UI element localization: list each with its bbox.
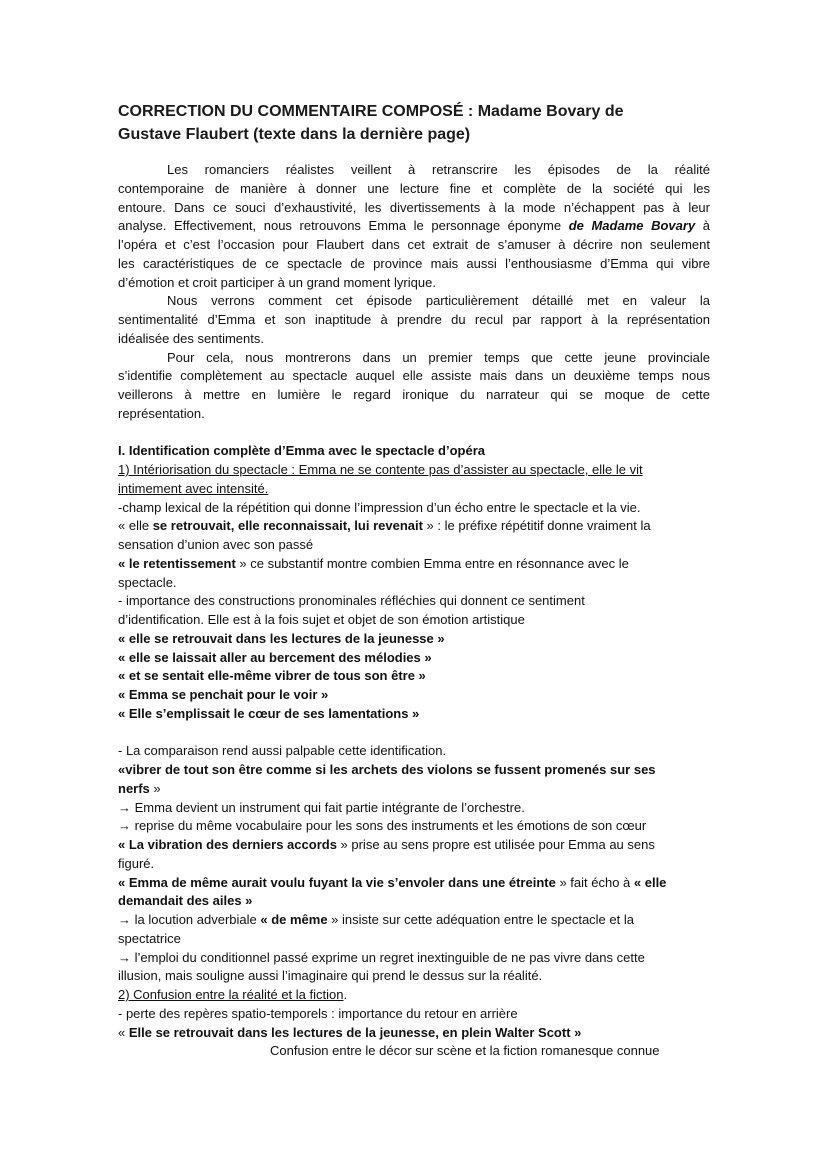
text-line bbox=[118, 349, 710, 368]
text-segment: analyse. Effectivement, nous retrouvons Emma le personnage éponyme bbox=[118, 218, 569, 234]
bold-text: de Madame Bovary bbox=[568, 218, 696, 234]
text-segment: » fait écho à bbox=[555, 874, 634, 890]
bold-text: nerfs bbox=[118, 780, 150, 796]
text-segment: » insiste sur cette adéquation entre le spectacle et la bbox=[327, 912, 634, 927]
text-line bbox=[118, 499, 710, 518]
text-line bbox=[118, 367, 710, 386]
text-line bbox=[118, 836, 710, 855]
blank-line bbox=[118, 724, 710, 743]
text-line bbox=[118, 386, 710, 405]
text-segment: -champ lexical de la répétition qui donne l’impression d’un écho entre le spectacle et la vie. bbox=[118, 499, 641, 515]
text-line bbox=[118, 461, 710, 480]
text-segment: les caractéristiques de ce spectacle de province mais aussi l’enthousiasme d’Emma qui vibre bbox=[118, 255, 710, 271]
text-line bbox=[118, 817, 710, 836]
bold-text: « Emma de même aurait voulu fuyant la vie s’envoler dans une étreinte bbox=[118, 874, 556, 890]
title-line: CORRECTION DU COMMENTAIRE COMPOSÉ : Madame Bovary de bbox=[118, 103, 624, 120]
text-segment: spectacle. bbox=[118, 574, 177, 590]
text-line bbox=[118, 405, 710, 424]
text-segment: « elle bbox=[118, 518, 153, 534]
text-line bbox=[118, 1024, 710, 1043]
text-line bbox=[118, 274, 710, 293]
text-segment: - La comparaison rend aussi palpable cette identification. bbox=[118, 743, 447, 759]
bold-text: I. Identification complète d’Emma avec le spectacle d’opéra bbox=[118, 443, 486, 459]
text-line bbox=[118, 292, 710, 311]
text-line bbox=[118, 236, 710, 255]
text-line bbox=[118, 742, 710, 761]
text-line bbox=[118, 874, 710, 893]
text-segment: sensation d’union avec son passé bbox=[118, 537, 314, 552]
text-segment: illusion, mais souligne aussi l’imaginaire qui prend le dessus sur la réalité. bbox=[118, 968, 543, 984]
text-segment: . bbox=[343, 987, 348, 1002]
text-line bbox=[118, 686, 710, 705]
bold-text: « le retentissement bbox=[118, 555, 236, 571]
underlined-heading: intimement avec intensité. bbox=[118, 480, 269, 496]
text-line bbox=[118, 930, 710, 949]
text-line bbox=[118, 555, 710, 574]
text-segment: « bbox=[118, 1024, 129, 1040]
text-line bbox=[118, 442, 710, 461]
text-line bbox=[118, 611, 710, 630]
text-segment: idéalisée des sentiments. bbox=[118, 330, 264, 346]
text-line bbox=[118, 574, 710, 593]
text-line bbox=[118, 1005, 710, 1024]
text-segment: veillerons à mettre en lumière le regard ironique du narrateur qui se moque de cette bbox=[118, 387, 710, 402]
text-segment: à bbox=[695, 218, 710, 234]
text-line bbox=[118, 311, 710, 330]
text-segment: Pour cela, nous montrerons dans un premier temps que cette jeune provinciale bbox=[167, 349, 710, 365]
bold-text: Elle se retrouvait dans les lectures de la jeunesse, en plein Walter Scott » bbox=[128, 1024, 582, 1040]
bold-text: « Emma se penchait pour le voir » bbox=[118, 687, 329, 702]
text-segment: → la locution adverbiale bbox=[118, 912, 261, 927]
document-body bbox=[118, 161, 710, 1061]
bold-text: se retrouvait, elle reconnaissait, lui revenait bbox=[152, 518, 423, 534]
bold-text: demandait des ailes » bbox=[118, 893, 253, 909]
text-line bbox=[118, 986, 710, 1005]
bold-text: «vibrer de tout son être comme si les archets des violons se fussent promenés sur ses bbox=[118, 762, 656, 777]
text-line bbox=[118, 161, 710, 180]
text-line bbox=[118, 536, 710, 555]
title-line: Gustave Flaubert (texte dans la dernière page) bbox=[118, 126, 471, 143]
text-line bbox=[118, 649, 710, 668]
text-segment: représentation. bbox=[118, 405, 205, 421]
text-segment: → Emma devient un instrument qui fait partie intégrante de l’orchestre. bbox=[118, 799, 525, 815]
text-line bbox=[118, 1042, 710, 1061]
text-segment: » : le préfixe répétitif donne vraiment la bbox=[422, 518, 651, 534]
text-line bbox=[118, 667, 710, 686]
bold-text: « La vibration des derniers accords bbox=[118, 837, 337, 852]
text-segment: Les romanciers réalistes veillent à retranscrire les épisodes de la réalité bbox=[167, 162, 710, 177]
text-line bbox=[118, 799, 710, 818]
bold-text: « et se sentait elle-même vibrer de tous son être » bbox=[118, 668, 426, 684]
text-segment: contemporaine de manière à donner une lecture fine et complète de la société qui les bbox=[118, 180, 710, 196]
text-segment: → l’emploi du conditionnel passé exprime un regret inextinguible de ne pas vivre dans cette bbox=[118, 949, 645, 965]
bold-text: « de même bbox=[260, 912, 328, 927]
text-segment: » bbox=[149, 780, 161, 796]
text-line bbox=[118, 855, 710, 874]
text-line bbox=[118, 180, 710, 199]
text-segment: - importance des constructions pronominales réfléchies qui donnent ce sentiment bbox=[118, 593, 585, 609]
text-line bbox=[118, 630, 710, 649]
text-segment: » ce substantif montre combien Emma entre en résonnance avec le bbox=[235, 555, 629, 571]
blank-line bbox=[118, 424, 710, 443]
text-line bbox=[118, 592, 710, 611]
document-title bbox=[118, 100, 718, 146]
bold-text: « Elle s’emplissait le cœur de ses lamentations » bbox=[118, 705, 420, 721]
text-segment: Nous verrons comment cet épisode particulièrement détaillé met en valeur la bbox=[167, 293, 710, 309]
text-line bbox=[118, 761, 710, 780]
text-line bbox=[118, 780, 710, 799]
text-line bbox=[118, 330, 710, 349]
text-line bbox=[118, 892, 710, 911]
text-segment: » prise au sens propre est utilisée pour Emma au sens bbox=[336, 837, 655, 852]
underlined-heading: 2) Confusion entre la réalité et la fiction bbox=[118, 987, 344, 1002]
text-segment: d’identification. Elle est à la fois sujet et objet de son émotion artistique bbox=[118, 612, 525, 627]
bold-text: « elle se retrouvait dans les lectures de la jeunesse » bbox=[118, 630, 445, 646]
text-segment: spectatrice bbox=[118, 930, 181, 946]
text-segment: - perte des repères spatio-temporels : importance du retour en arrière bbox=[118, 1005, 518, 1021]
text-line bbox=[118, 217, 710, 236]
text-line bbox=[118, 705, 710, 724]
text-segment: d’émotion et croit participer à un grand moment lyrique. bbox=[118, 274, 436, 290]
text-line bbox=[118, 967, 710, 986]
text-segment: entoure. Dans ce souci d’exhaustivité, les divertissements à la mode n’échappent pas à leur bbox=[118, 199, 710, 215]
text-line bbox=[118, 949, 710, 968]
text-segment: l’opéra et c’est l’occasion pour Flaubert dans cet extrait de s’amuser à décrire non seulement bbox=[118, 237, 710, 252]
text-segment: Confusion entre le décor sur scène et la fiction romanesque connue bbox=[270, 1043, 660, 1059]
bold-text: « elle se laissait aller au bercement des mélodies » bbox=[118, 649, 432, 665]
text-line bbox=[118, 255, 710, 274]
text-segment: → reprise du même vocabulaire pour les sons des instruments et les émotions de son cœur bbox=[118, 818, 647, 834]
text-segment: figuré. bbox=[118, 855, 155, 871]
text-line bbox=[118, 517, 710, 536]
text-line bbox=[118, 480, 710, 499]
text-segment: s’identifie complètement au spectacle auquel elle assiste mais dans un deuxième temps nous bbox=[118, 368, 710, 384]
text-line bbox=[118, 199, 710, 218]
bold-text: « elle bbox=[633, 874, 667, 890]
underlined-heading: 1) Intériorisation du spectacle : Emma ne se contente pas d’assister au spectacle, elle le vit bbox=[118, 462, 643, 477]
text-segment: sentimentalité d’Emma et son inaptitude à prendre du recul par rapport à la représentation bbox=[118, 312, 710, 327]
text-line bbox=[118, 911, 710, 930]
